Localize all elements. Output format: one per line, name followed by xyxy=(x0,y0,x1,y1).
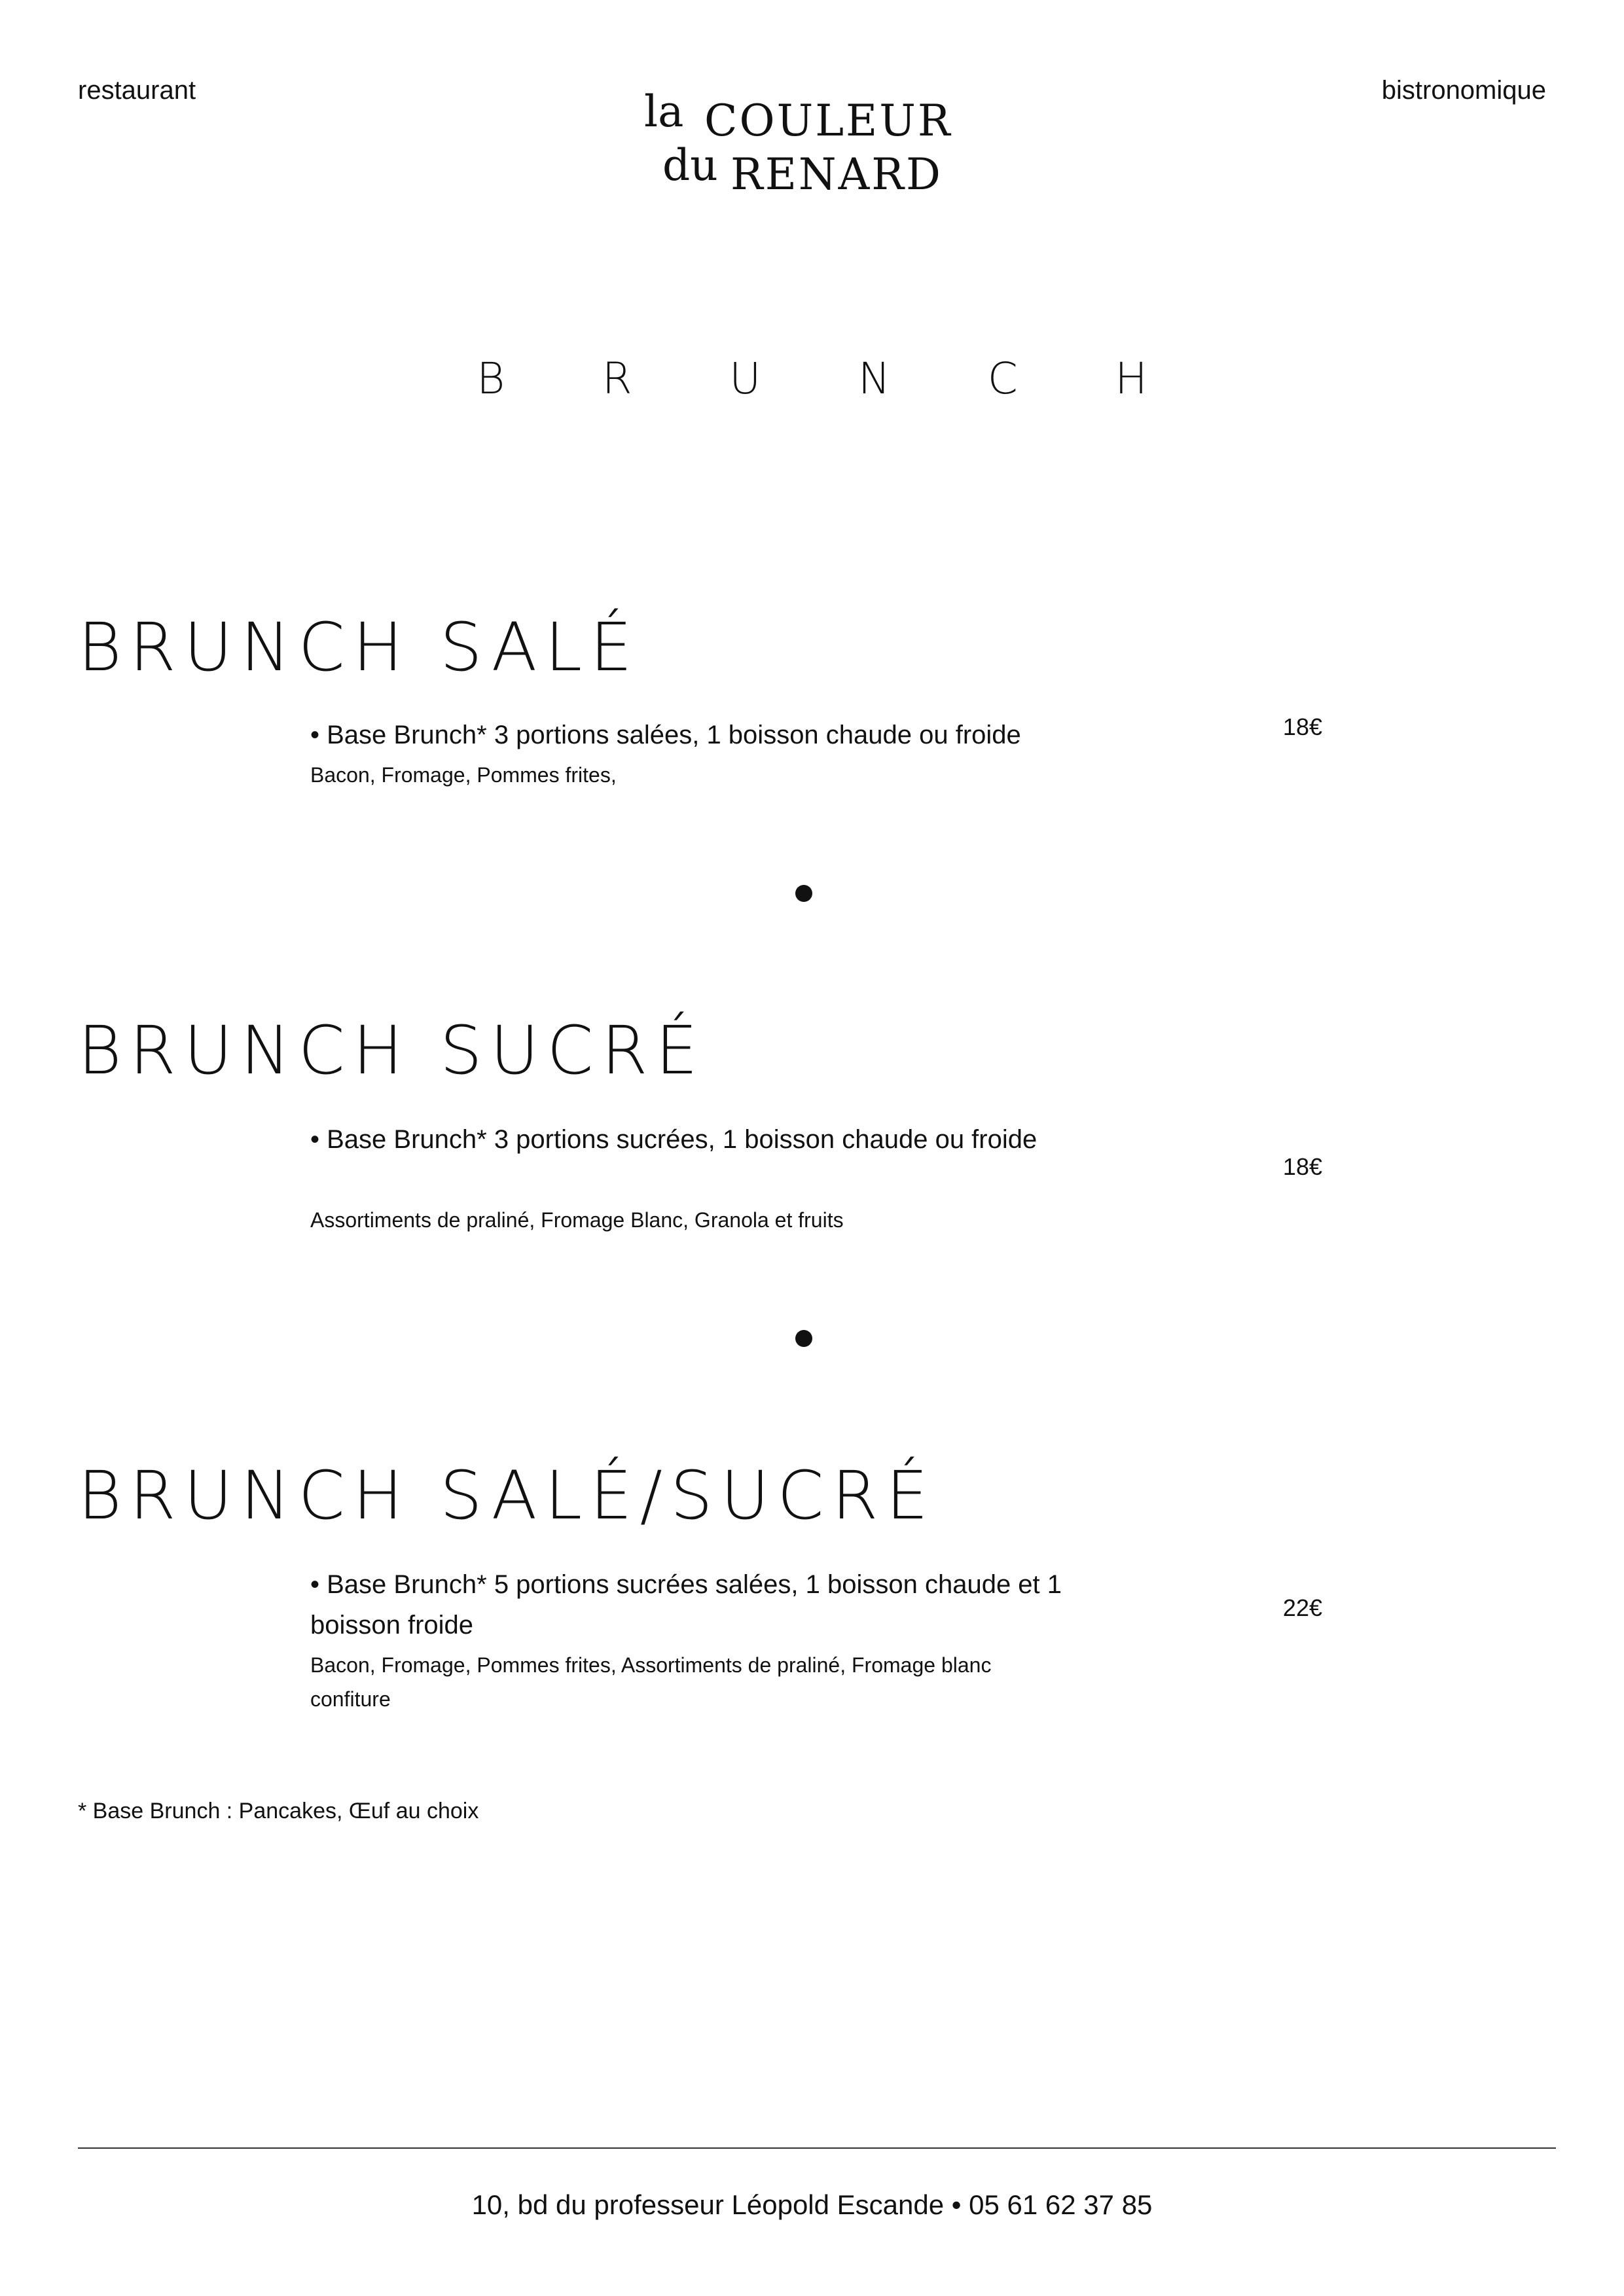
section-divider-dot xyxy=(795,1330,812,1347)
logo-renard: RENARD xyxy=(731,149,943,200)
page-title-letter: N xyxy=(857,353,891,404)
page-title-letter: H xyxy=(1115,353,1147,404)
menu-item-description: • Base Brunch* 3 portions salées, 1 boisson chaude ou froide xyxy=(310,721,1021,749)
section-heading-sale-sucre: BRUNCH SALÉ/SUCRÉ xyxy=(78,1457,936,1535)
restaurant-logo xyxy=(644,85,984,200)
page-title-letter: C xyxy=(987,353,1018,404)
menu-item-price: 18€ xyxy=(1282,1153,1322,1180)
logo-couleur: COULEUR xyxy=(704,96,952,146)
page-title-letter: R xyxy=(602,353,632,404)
footnote: * Base Brunch : Pancakes, Œuf au choix xyxy=(78,1799,479,1823)
menu-item-note: Bacon, Fromage, Pommes frites, Assortiments de praliné, Fromage blanc confiture xyxy=(310,1653,992,1711)
menu-item-note: Bacon, Fromage, Pommes frites, xyxy=(310,763,617,787)
section-heading-sucre: BRUNCH SUCRÉ xyxy=(78,1012,706,1090)
menu-item-price: 22€ xyxy=(1282,1594,1322,1621)
logo-du: du xyxy=(662,140,718,190)
section-heading-sale: BRUNCH SALÉ xyxy=(78,609,640,687)
footer-divider xyxy=(78,2147,1556,2149)
menu-item-note: Assortiments de praliné, Fromage Blanc, Granola et fruits xyxy=(310,1208,844,1232)
page-title-letter: U xyxy=(729,353,761,404)
menu-item-price: 18€ xyxy=(1282,713,1322,740)
header-right-label: bistronomique xyxy=(1381,76,1546,105)
header-left-label: restaurant xyxy=(78,76,196,105)
section-divider-dot xyxy=(795,885,812,902)
page-title-letter: B xyxy=(477,353,505,404)
footer-address: 10, bd du professeur Léopold Escande • 05 61 62 37 85 xyxy=(471,2189,1153,2220)
page-title xyxy=(0,353,1624,404)
menu-item-description: • Base Brunch* 3 portions sucrées, 1 boisson chaude ou froide xyxy=(310,1125,1038,1154)
menu-item-description: • Base Brunch* 5 portions sucrées salées, 1 boisson chaude et 1 boisson froide xyxy=(310,1570,1062,1640)
logo-la: la xyxy=(644,86,684,137)
